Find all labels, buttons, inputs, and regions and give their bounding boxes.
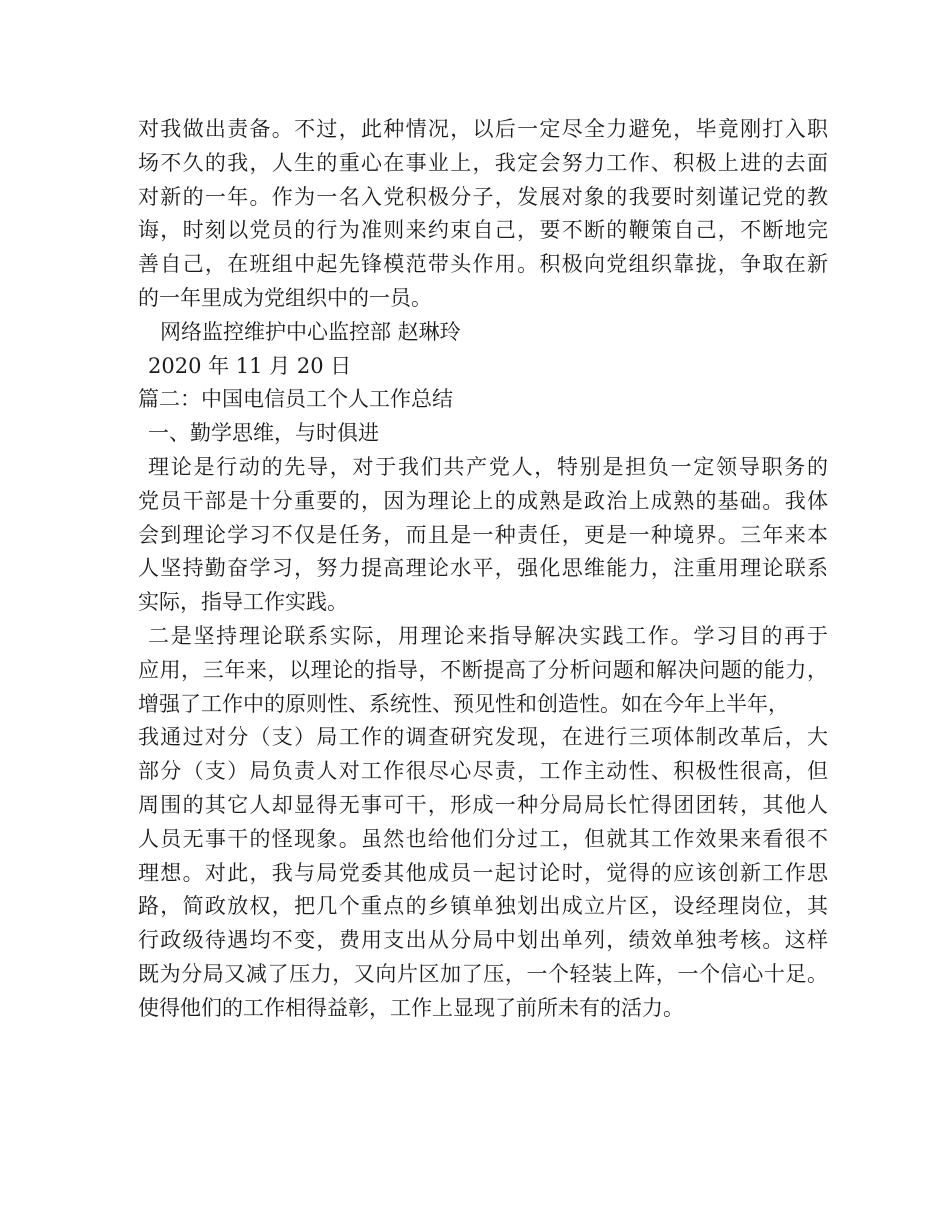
document-body <box>138 113 828 1026</box>
text-line: 党员干部是十分重要的，因为理论上的成熟是政治上成熟的基础。我体 <box>138 488 828 513</box>
date-line: 2020 年 11 月 20 日 <box>148 353 352 378</box>
text-line: 对我做出责备。不过，此种情况，以后一定尽全力避免，毕竟刚打入职 <box>138 117 828 141</box>
text-line: 实际，指导工作实践。 <box>138 590 348 615</box>
text-line: 善自己，在班组中起先锋模范带头作用。积极向党组织靠拢，争取在新 <box>138 252 828 277</box>
text-line: 部分（支）局负责人对工作很尽心尽责，工作主动性、积极性很高，但 <box>138 759 828 784</box>
section-heading: 篇二：中国电信员工个人工作总结 <box>138 387 453 412</box>
text-line: 我通过对分（支）局工作的调查研究发现，在进行三项体制改革后，大 <box>138 725 828 750</box>
text-line: 应用，三年来，以理论的指导，不断提高了分析问题和解决问题的能力， <box>138 657 828 682</box>
text-line: 既为分局又减了压力，又向片区加了压，一个轻装上阵，一个信心十足。 <box>138 961 828 986</box>
text-line: 二是坚持理论联系实际，用理论来指导解决实践工作。学习目的再于 <box>148 623 828 648</box>
signature-line: 网络监控维护中心监控部 赵琳玲 <box>160 319 461 344</box>
text-line: 路，简政放权，把几个重点的乡镇单独划出成立片区，设经理岗位，其 <box>138 894 828 919</box>
text-line: 的一年里成为党组织中的一员。 <box>138 285 432 310</box>
text-line: 场不久的我，人生的重心在事业上，我定会努力工作、积极上进的去面 <box>138 150 828 175</box>
text-line: 人坚持勤奋学习，努力提高理论水平，强化思维能力，注重用理论联系 <box>138 556 828 581</box>
text-line: 增强了工作中的原则性、系统性、预见性和创造性。如在今年上半年， <box>138 691 789 716</box>
text-line: 行政级待遇均不变，费用支出从分局中划出单列，绩效单独考核。这样 <box>138 928 828 953</box>
text-line: 对新的一年。作为一名入党积极分子，发展对象的我要时刻谨记党的教 <box>138 184 828 209</box>
text-line: 诲，时刻以党员的行为准则来约束自己，要不断的鞭策自己，不断地完 <box>138 218 828 243</box>
text-line: 理论是行动的先导，对于我们共产党人，特别是担负一定领导职务的 <box>148 454 828 479</box>
text-line: 人员无事干的怪现象。虽然也给他们分过工，但就其工作效果来看很不 <box>138 826 828 851</box>
subsection-heading: 一、勤学思维，与时俱进 <box>148 421 379 446</box>
text-line: 周围的其它人却显得无事可干，形成一种分局局长忙得团团转，其他人 <box>138 792 828 817</box>
text-line: 理想。对此，我与局党委其他成员一起讨论时，觉得的应该创新工作思 <box>138 860 828 885</box>
text-line: 会到理论学习不仅是任务，而且是一种责任，更是一种境界。三年来本 <box>138 522 828 547</box>
text-line: 使得他们的工作相得益彰，工作上显现了前所未有的活力。 <box>138 995 684 1020</box>
